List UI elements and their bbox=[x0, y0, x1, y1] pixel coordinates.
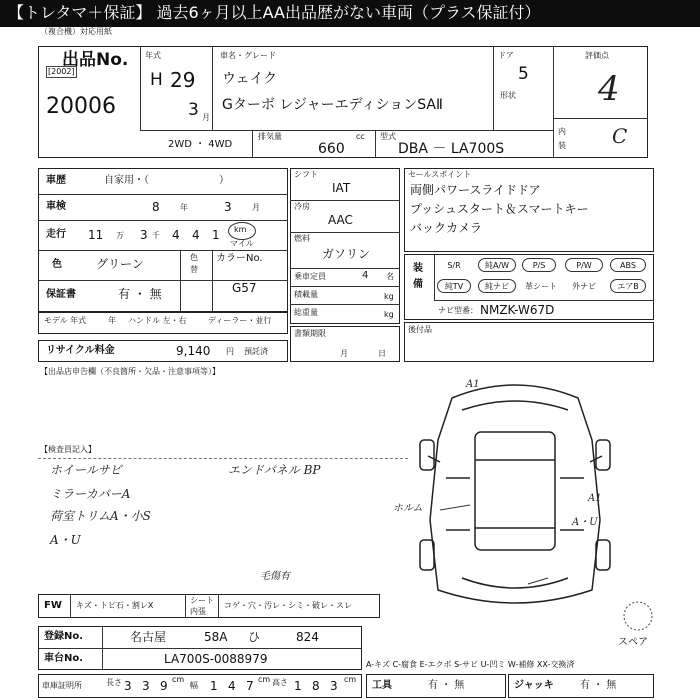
model-type-label: 型式 bbox=[380, 132, 396, 141]
lot-number: 20006 bbox=[46, 94, 116, 119]
color-code: G57 bbox=[232, 281, 257, 295]
tools-label: 工具 bbox=[372, 680, 392, 691]
fuel-label: 燃料 bbox=[294, 234, 310, 243]
interior-label-1: 内 bbox=[558, 127, 566, 136]
equip-navi: 純ナビ bbox=[478, 279, 516, 293]
interior-value: C bbox=[612, 124, 628, 148]
fw-seat: シート bbox=[190, 596, 214, 605]
sub-note: （複合機）対応用紙 bbox=[40, 27, 112, 36]
equip-leather: 革シート bbox=[525, 282, 557, 291]
docs-unit-day: 日 bbox=[378, 349, 386, 358]
recycle-note: 預託済 bbox=[244, 347, 268, 356]
diagram-mark-left: ホルム bbox=[393, 503, 423, 514]
mileage-man-unit: 万 bbox=[116, 231, 124, 240]
docs-label: 書類期限 bbox=[294, 329, 326, 338]
model-row-a: モデル 年式 bbox=[44, 316, 87, 325]
spare-label: スペア bbox=[618, 637, 648, 648]
equipment-label-1: 装 bbox=[413, 263, 423, 274]
cert-width-2: 4 bbox=[228, 679, 236, 693]
model-row-b: 年 bbox=[108, 316, 116, 325]
shift-label: シフト bbox=[294, 170, 318, 179]
equip-power-steering: P/S bbox=[522, 258, 556, 272]
repaint-label-1: 色 bbox=[190, 253, 198, 262]
inspection-month: 3 bbox=[224, 200, 232, 214]
inspector-note-2: ミラーカバーA bbox=[50, 487, 131, 501]
model-row-c: ハンドル 左・右 bbox=[128, 316, 187, 325]
color-label: 色 bbox=[52, 259, 62, 270]
equip-ext-navi: 外ナビ bbox=[572, 282, 596, 291]
inspector-note-3: 荷室トリムA・小S bbox=[50, 509, 151, 523]
recycle-value: 9,140 bbox=[176, 344, 211, 358]
cert-length-unit: cm bbox=[172, 675, 185, 684]
mileage-unit-km: km bbox=[234, 225, 247, 234]
inspector-note-1: ホイールサビ bbox=[50, 463, 122, 477]
inspection-month-unit: 月 bbox=[252, 203, 260, 212]
inspector-label: 【検査員記入】 bbox=[40, 445, 96, 454]
score-value: 4 bbox=[598, 69, 620, 109]
history-value: 自家用・（ ） bbox=[104, 175, 229, 186]
diagram-mark-right-2: A・U bbox=[572, 517, 598, 528]
damage-legend: A-キズ C-腐食 E-エクボ S-サビ U-凹ミ W-補修 XX-交換済 bbox=[366, 660, 575, 669]
equip-power-window: P/W bbox=[565, 258, 603, 272]
inspection-year: 8 bbox=[152, 200, 160, 214]
fw-label: FW bbox=[44, 600, 62, 611]
capacity-value: 4 bbox=[362, 270, 369, 281]
color-value: グリーン bbox=[96, 257, 144, 271]
drive-type: 2WD ・ 4WD bbox=[168, 139, 233, 150]
shift-value: IAT bbox=[332, 181, 351, 195]
model-type-value: DBA － LA700S bbox=[398, 141, 505, 157]
warranty-label: 保証書 bbox=[46, 289, 76, 300]
jack-value: 有 ・ 無 bbox=[580, 680, 617, 691]
cert-height-3: 3 bbox=[330, 679, 338, 693]
capacity-unit: 名 bbox=[386, 272, 394, 281]
chassis-value: LA700S-0088979 bbox=[164, 652, 268, 666]
banner-text: 【トレタマ＋保証】 過去6ヶ月以上AA出品歴がない車両（プラス保証付） bbox=[8, 3, 541, 22]
equip-abs: ABS bbox=[610, 258, 646, 272]
cert-height-2: 8 bbox=[312, 679, 320, 693]
capacity-label: 乗車定員 bbox=[294, 272, 326, 281]
cert-height-label: 高さ bbox=[272, 678, 288, 687]
registration-city: 名古屋 bbox=[130, 630, 167, 644]
navi-model: NMZK-W67D bbox=[480, 303, 555, 317]
registration-label: 登録No. bbox=[44, 631, 84, 642]
mileage-sen-unit: 千 bbox=[152, 231, 160, 240]
cert-length-3: 9 bbox=[160, 679, 168, 693]
cert-width-label: 幅 bbox=[190, 681, 198, 690]
model-row-d: ディーラー・並行 bbox=[208, 316, 272, 325]
jack-label: ジャッキ bbox=[514, 680, 554, 691]
fw-exterior: キズ・トビ石・割レX bbox=[76, 601, 154, 610]
load-unit: kg bbox=[384, 292, 394, 301]
gross-unit: kg bbox=[384, 310, 394, 319]
gross-label: 総重量 bbox=[294, 308, 318, 317]
mileage-digit-1: 4 bbox=[172, 228, 180, 242]
warranty-value: 有 ・ 無 bbox=[118, 287, 162, 301]
equip-tv: 純TV bbox=[437, 279, 471, 293]
doors-label: ドア bbox=[498, 51, 514, 60]
registration-kana: ひ bbox=[248, 630, 261, 644]
equip-sunroof: S/R bbox=[447, 261, 461, 270]
inspection-year-unit: 年 bbox=[180, 203, 188, 212]
year-label: 年式 bbox=[145, 51, 161, 60]
tools-value: 有 ・ 無 bbox=[428, 680, 465, 691]
name-label: 車名・グレード bbox=[220, 51, 276, 60]
inspector-note-4: A・U bbox=[50, 533, 81, 547]
displacement-label: 排気量 bbox=[258, 132, 282, 141]
equip-alloy-wheel: 純A/W bbox=[478, 258, 516, 272]
history-label: 車歴 bbox=[46, 175, 66, 186]
diagram-mark-right-1: A1 bbox=[588, 493, 602, 504]
aftermarket-label: 後付品 bbox=[408, 325, 432, 334]
year-month-unit: 月 bbox=[202, 113, 210, 122]
sales-line-1: 両側パワースライドドア bbox=[410, 183, 541, 197]
equipment-label-2: 備 bbox=[413, 279, 423, 290]
inspection-label: 車検 bbox=[46, 201, 66, 212]
year-month: 3 bbox=[188, 100, 199, 120]
cert-width-unit: cm bbox=[258, 675, 271, 684]
registration-number: 824 bbox=[296, 630, 319, 644]
cert-label: 車庫証明所 bbox=[42, 681, 82, 690]
mileage-digit-3: 1 bbox=[212, 228, 220, 242]
docs-unit: 月 bbox=[340, 349, 348, 358]
fw-trim: 内張 bbox=[190, 607, 206, 616]
cert-length-2: 3 bbox=[142, 679, 150, 693]
displacement-value: 660 bbox=[318, 141, 345, 157]
aftermarket-frame bbox=[404, 322, 654, 362]
mileage-unit-mile: マイル bbox=[230, 239, 254, 248]
fuel-value: ガソリン bbox=[322, 247, 371, 261]
year-value: 29 bbox=[170, 68, 196, 92]
interior-label-2: 装 bbox=[558, 141, 566, 150]
sales-line-3: バックカメラ bbox=[410, 221, 483, 235]
equip-airbag: エアB bbox=[610, 279, 646, 293]
navi-label: ナビ型番： bbox=[438, 306, 478, 315]
repaint-label-2: 替 bbox=[190, 265, 198, 274]
diagram-mark-bottom: 毛傷有 bbox=[260, 571, 290, 582]
cert-width-3: 7 bbox=[246, 679, 254, 693]
chassis-label: 車台No. bbox=[44, 653, 84, 664]
ac-label: 冷房 bbox=[294, 202, 310, 211]
inspector-note-right: エンドパネル BP bbox=[228, 463, 321, 477]
doors-value: 5 bbox=[518, 64, 529, 84]
lot-stamp: [2002] bbox=[48, 67, 75, 76]
ac-value: AAC bbox=[328, 213, 353, 227]
registration-class: 58A bbox=[204, 630, 228, 644]
mileage-sen: 3 bbox=[140, 228, 148, 242]
cert-height-1: 1 bbox=[294, 679, 302, 693]
car-grade: Gターボ レジャーエディションSAⅡ bbox=[222, 97, 443, 113]
sales-label: セールスポイント bbox=[408, 170, 472, 179]
fw-interior: コゲ・穴・汚レ・シミ・破レ・スレ bbox=[224, 601, 352, 610]
displacement-unit: cc bbox=[356, 132, 365, 141]
mileage-label: 走行 bbox=[46, 229, 66, 240]
recycle-label: リサイクル料金 bbox=[46, 345, 115, 356]
diagram-mark-top: A1 bbox=[466, 379, 480, 390]
sales-line-2: プッシュスタート＆スマートキー bbox=[410, 202, 589, 216]
car-model: ウェイク bbox=[222, 71, 278, 87]
cert-length-1: 3 bbox=[124, 679, 132, 693]
load-label: 積載量 bbox=[294, 290, 318, 299]
color-code-label: カラーNo. bbox=[216, 253, 263, 264]
shape-label: 形状 bbox=[500, 91, 516, 100]
year-era: H bbox=[150, 70, 163, 90]
score-label: 評価点 bbox=[585, 51, 609, 60]
seller-note: 【出品店申告欄（不良箇所・欠品・注意事項等）】 bbox=[40, 367, 220, 376]
recycle-unit: 円 bbox=[226, 347, 234, 356]
cert-length-label: 長さ bbox=[106, 678, 122, 687]
cert-width-1: 1 bbox=[210, 679, 218, 693]
cert-height-unit: cm bbox=[344, 675, 357, 684]
mileage-man: 11 bbox=[88, 228, 104, 242]
lot-label: 出品No. bbox=[62, 50, 129, 70]
mileage-digit-2: 4 bbox=[192, 228, 200, 242]
